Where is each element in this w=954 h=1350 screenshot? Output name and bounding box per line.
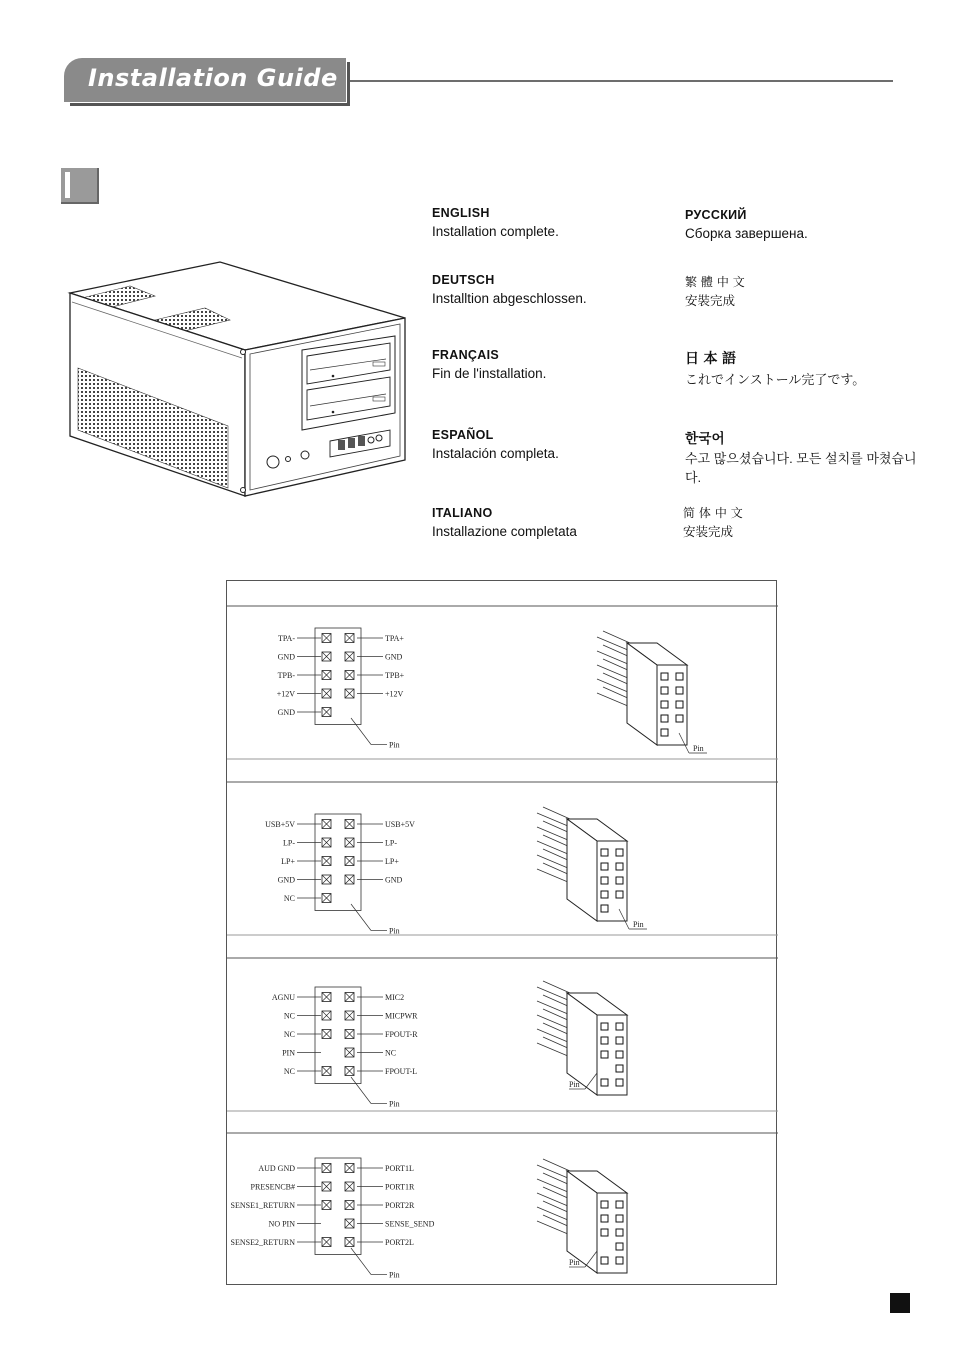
pin-label-right: MICPWR — [385, 1011, 418, 1021]
pin-label-right: LP+ — [385, 857, 399, 866]
language-name: ENGLISH — [432, 206, 490, 220]
connector-hole — [601, 849, 608, 856]
pin-label-left: LP- — [283, 838, 295, 848]
language-message: これでインストール完了です。 — [685, 372, 866, 387]
pin-label-right: PORT2L — [385, 1238, 414, 1247]
pin-label-left: NO PIN — [268, 1219, 295, 1229]
connector-hole — [616, 849, 623, 856]
pin-label-right: LP- — [385, 838, 397, 848]
pin-callout-label: Pin — [389, 1099, 400, 1109]
connector-pinout-diagrams — [227, 581, 778, 1286]
pin-callout-label: Pin — [389, 1270, 400, 1280]
connector-hole — [601, 905, 608, 912]
connector-hole — [616, 1037, 623, 1044]
connector-hole — [601, 1215, 608, 1222]
pin-label-right: USB+5V — [385, 820, 415, 829]
connector-hole — [676, 673, 683, 680]
connector-hole — [616, 1051, 623, 1058]
language-block-espanol — [432, 428, 559, 463]
connector-hole — [616, 1023, 623, 1030]
language-name: ITALIANO — [432, 506, 493, 520]
pc-case-illustration — [60, 258, 410, 503]
language-message: Instalación completa. — [432, 446, 559, 461]
header-rule — [350, 80, 893, 82]
header-tab — [64, 58, 346, 102]
connector-hole — [661, 715, 668, 722]
section-marker-icon — [61, 168, 97, 202]
language-block-russian — [685, 208, 808, 243]
connector-hole — [601, 1051, 608, 1058]
connector-hole — [601, 1037, 608, 1044]
connector-hole — [661, 701, 668, 708]
language-block-deutsch — [432, 273, 587, 308]
pin-callout-label: Pin — [389, 740, 400, 750]
connector-hole — [616, 863, 623, 870]
section-marker-edge — [61, 168, 99, 204]
page-marker — [890, 1293, 910, 1313]
language-message: Fin de l'installation. — [432, 366, 547, 381]
pin-label-right: TPA+ — [385, 634, 404, 643]
connector-hole — [601, 1023, 608, 1030]
connector-hole — [601, 863, 608, 870]
pin-label-right: NC — [385, 1048, 397, 1058]
pin-label-left: TPA- — [277, 634, 295, 643]
pin-label-left: SENSE1_RETURN — [230, 1201, 295, 1210]
pin-label-left: GND — [277, 708, 295, 717]
pin-label-left: LP+ — [281, 857, 295, 866]
pin-label-left: GND — [277, 875, 295, 885]
pin-label-left: NC — [283, 1030, 295, 1039]
connector-hole — [616, 1215, 623, 1222]
pin-label-right: FPOUT-R — [385, 1030, 418, 1039]
language-name: ESPAÑOL — [432, 428, 494, 442]
pin-label-right: PORT2R — [385, 1201, 415, 1210]
language-name: РУССКИЙ — [685, 208, 747, 222]
connector-hole — [601, 1257, 608, 1264]
language-message: Installazione completata — [432, 524, 577, 539]
pin-callout-label: Pin — [569, 1080, 580, 1089]
connector-diagram-frame — [226, 580, 777, 1285]
pin-callout-label: Pin — [569, 1258, 580, 1267]
language-name: 简 体 中 文 — [683, 506, 744, 520]
pin-callout-label: Pin — [693, 744, 704, 753]
pin-label-left: PIN — [282, 1048, 295, 1058]
language-block-simplified-chinese — [683, 504, 743, 542]
language-block-japanese — [685, 348, 865, 389]
pin-label-right: FPOUT-L — [385, 1067, 418, 1076]
connector-hole — [601, 891, 608, 898]
pin-label-left: +12V — [276, 689, 295, 699]
pin-callout-label: Pin — [633, 920, 644, 929]
pin-label-left: NC — [283, 894, 295, 903]
pin-label-right: TPB+ — [385, 671, 405, 680]
pin-label-left: PRESENCB# — [250, 1182, 295, 1192]
pin-label-right: MIC2 — [385, 993, 405, 1002]
connector-hole — [616, 1079, 623, 1086]
language-name: FRANÇAIS — [432, 348, 499, 362]
pin-callout-label: Pin — [389, 926, 400, 936]
pin-label-left: GND — [277, 652, 295, 662]
language-message: Сборка завершена. — [685, 226, 808, 241]
language-name: 한국어 — [685, 431, 726, 446]
connector-hole — [601, 877, 608, 884]
pin-label-right: PORT1R — [385, 1182, 415, 1192]
pin-label-left: SENSE2_RETURN — [230, 1238, 295, 1247]
language-name: 繁 體 中 文 — [685, 275, 746, 289]
connector-hole — [676, 715, 683, 722]
connector-hole — [661, 729, 668, 736]
connector-hole — [676, 687, 683, 694]
language-message: Installation complete. — [432, 224, 559, 239]
page-title: Installation Guide — [88, 64, 338, 92]
language-block-korean — [685, 427, 925, 487]
pin-label-right: GND — [385, 652, 403, 662]
pin-label-left: AUD GND — [258, 1164, 295, 1173]
pin-label-right: PORT1L — [385, 1164, 414, 1173]
connector-hole — [601, 1079, 608, 1086]
pin-label-right: SENSE_SEND — [385, 1219, 435, 1229]
pin-label-left: USB+5V — [265, 820, 295, 829]
connector-hole — [601, 1201, 608, 1208]
pin-label-right: GND — [385, 875, 403, 885]
language-message: 수고 많으셨습니다. 모든 설치를 마쳤습니다. — [685, 451, 917, 485]
connector-hole — [601, 1229, 608, 1236]
language-block-italiano — [432, 506, 577, 541]
connector-hole — [616, 1243, 623, 1250]
pin-label-left: NC — [283, 1067, 295, 1076]
language-block-traditional-chinese — [685, 273, 745, 311]
language-name: 日 本 語 — [685, 350, 737, 366]
language-message: 安装完成 — [683, 525, 734, 539]
connector-hole — [616, 877, 623, 884]
pin-label-left: TPB- — [277, 671, 295, 680]
connector-hole — [661, 673, 668, 680]
connector-hole — [676, 701, 683, 708]
pin-label-left: NC — [283, 1011, 295, 1021]
connector-hole — [616, 891, 623, 898]
language-message: Installtion abgeschlossen. — [432, 291, 587, 306]
pin-label-left: AGNU — [271, 993, 295, 1002]
language-block-francais — [432, 348, 546, 383]
language-name: DEUTSCH — [432, 273, 495, 287]
language-block-english — [432, 206, 559, 241]
connector-hole — [616, 1065, 623, 1072]
pin-label-right: +12V — [385, 689, 404, 699]
language-message: 安裝完成 — [685, 294, 736, 308]
connector-hole — [616, 1257, 623, 1264]
connector-hole — [661, 687, 668, 694]
connector-hole — [616, 1229, 623, 1236]
connector-hole — [616, 1201, 623, 1208]
